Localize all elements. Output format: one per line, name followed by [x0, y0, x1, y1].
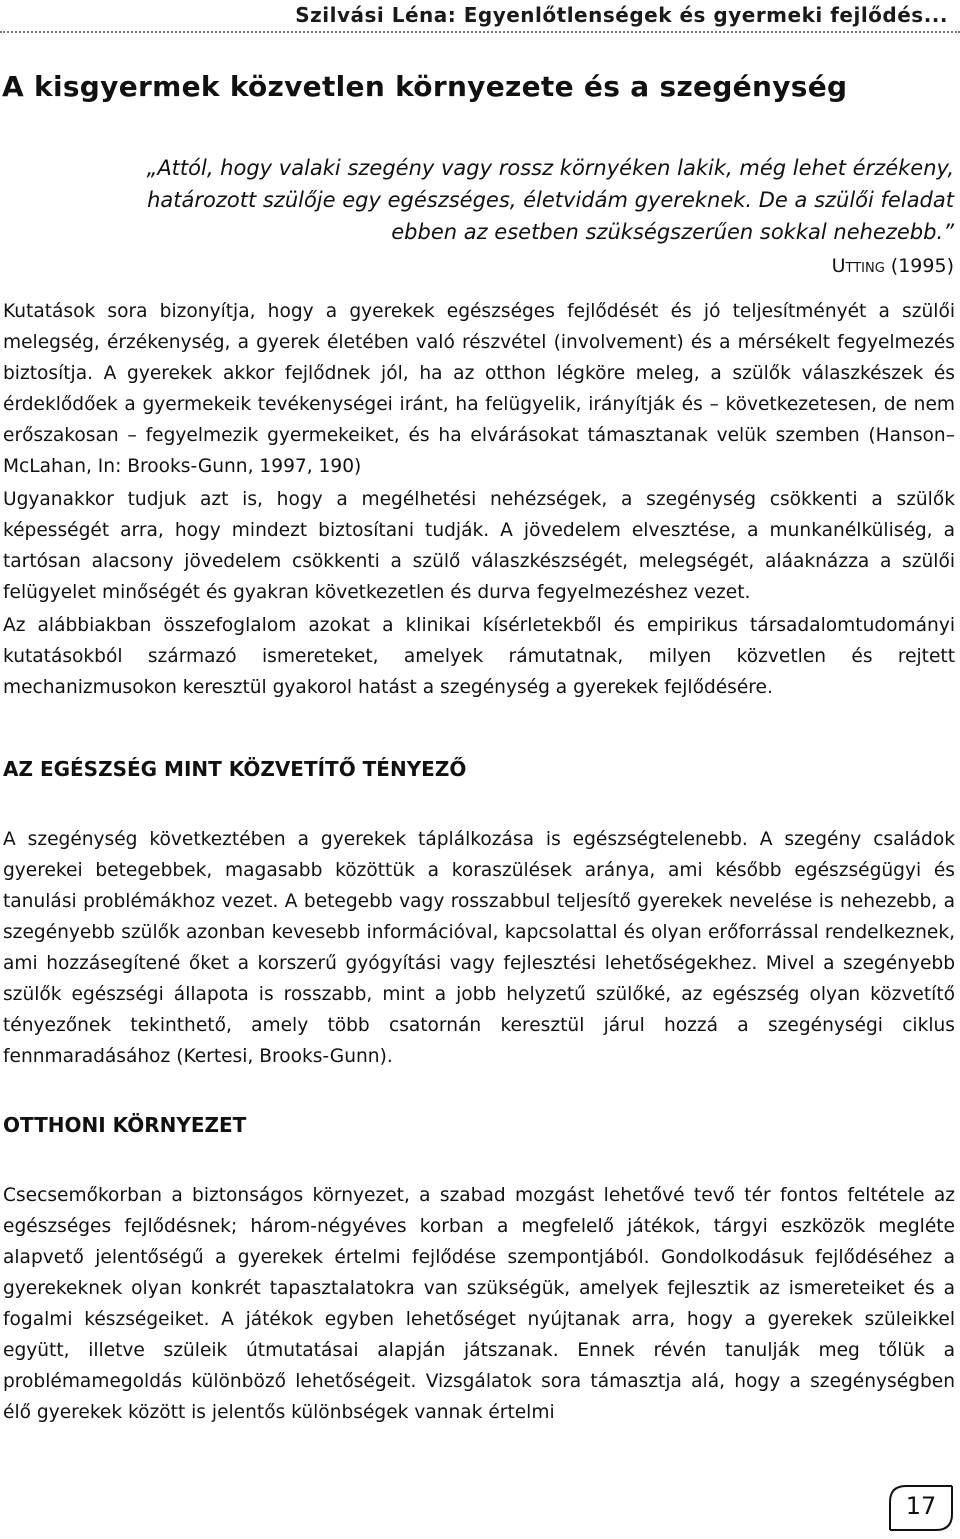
section-heading-home: OTTHONI KÖRNYEZET — [3, 1113, 247, 1137]
paragraph-summary: Az alábbiakban összefoglalom azokat a klinikai kísérletekből és empirikus társadalomtudományi kutatásokból származó ismereteket, amelyek rámutatnak, milyen közvetlen és rejtett mechanizmusokon keresztül gyakorol hatást a szegénység a gyerekek fejlődésére. — [3, 615, 955, 698]
page-number-badge — [886, 1482, 956, 1534]
paragraph-health: A szegénység következtében a gyerekek táplálkozása is egészségtelenebb. A szegény családok gyerekei betegebbek, magasabb közöttük a koraszülések aránya, ami később egészségügyi és tanulási problémákhoz vezet. A betegebb vagy rosszabbul teljesítő gyerekek nevelése is nehezebb, a szegényebb szülők azonban kevesebb információval, kapcsolattal és olyan erőforrással rendelkeznek, ami hozzásegítené őket a korszerű gyógyítási vagy fejlesztési lehetőségekhez. Mivel a szegényebb szülők egészségi állapota is rosszabb, mint a jobb helyzetű szülőké, az egészség olyan közvetítő tényezőnek tekinthető, amely több csatornán keresztül járul hozzá a szegénységi ciklus fennmaradásához (Kertesi, Brooks-Gunn). — [3, 829, 955, 1067]
paragraph-intro: Kutatások sora bizonyítja, hogy a gyerekek egészséges fejlődését és jó teljesítményét a szülői melegség, érzékenység, a gyerek életében való részvétel (involvement) és a mérsékelt fegyelmezés biztosítja. A gyerekek akkor fejlődnek jól, ha az otthon légköre meleg, a szülők válaszkészek és érdeklődőek a gyermekeik tevékenységei iránt, ha felügyelik, irányítják és – következetesen, de nem erőszakosan – fegyelmezik gyermekeiket, és ha elvárásokat támasztanak velük szemben (Hanson–McLahan, In: Brooks-Gunn, 1997, 190) — [3, 301, 955, 477]
paragraph-home: Csecsemőkorban a biztonságos környezet, a szabad mozgást lehetővé tevő tér fontos feltétele az egészséges fejlődésnek; három-négyéves korban a megfelelő játékok, tárgyi eszközök megléte alapvető jelentőségű a gyerekek értelmi fejlődése szempontjából. Gondolkodásuk fejlődéséhez a gyerekeknek olyan konkrét tapasztalatokra van szükségük, amelyek fejlesztik az ismereteiket és a fogalmi készségeiket. A játékok egyben lehetőséget nyújtanak arra, hogy a gyerekek szüleikkel együtt, illetve szüleik útmutatásai alapján játszanak. Ennek révén tanulják meg tőlük a problémamegoldás különböző lehetőségeit. Vizsgálatok sora támasztja alá, hogy a szegénységben élő gyerekek között is jelentős különbségek vannak értelmi — [3, 1185, 955, 1423]
section-heading-health: AZ EGÉSZSÉG MINT KÖZVETÍTŐ TÉNYEZŐ — [3, 757, 467, 781]
epigraph-quote — [124, 152, 954, 248]
epigraph-line: ebben az esetben szükségszerűen sokkal nehezebb.” — [391, 220, 954, 244]
running-header: Szilvási Léna: Egyenlőtlenségek és gyermeki fejlődés... — [295, 3, 948, 27]
header-divider — [0, 31, 960, 33]
epigraph-line: „Attól, hogy valaki szegény vagy rossz környéken lakik, még lehet érzékeny, — [146, 156, 954, 180]
paragraph-livelihood: Ugyanakkor tudjuk azt is, hogy a megélhetési nehézségek, a szegénység csökkenti a szülők képességét arra, hogy mindezt biztosítani tudják. A jövedelem elvesztése, a munkanélküliség, a tartósan alacsony jövedelem csökkenti a szülő válaszkészségét, melegségét, aláaknázza a szülői felügyelet minőségét és gyakran következetlen és durva fegyelmezéshez vezet. — [3, 489, 955, 603]
epigraph-line: határozott szülője egy egészséges, életvidám gyereknek. De a szülői feladat — [147, 188, 954, 212]
chapter-title: A kisgyermek közvetlen környezete és a szegénység — [2, 70, 848, 103]
page-number: 17 — [905, 1492, 937, 1520]
epigraph-attribution: Utting (1995) — [831, 255, 954, 277]
